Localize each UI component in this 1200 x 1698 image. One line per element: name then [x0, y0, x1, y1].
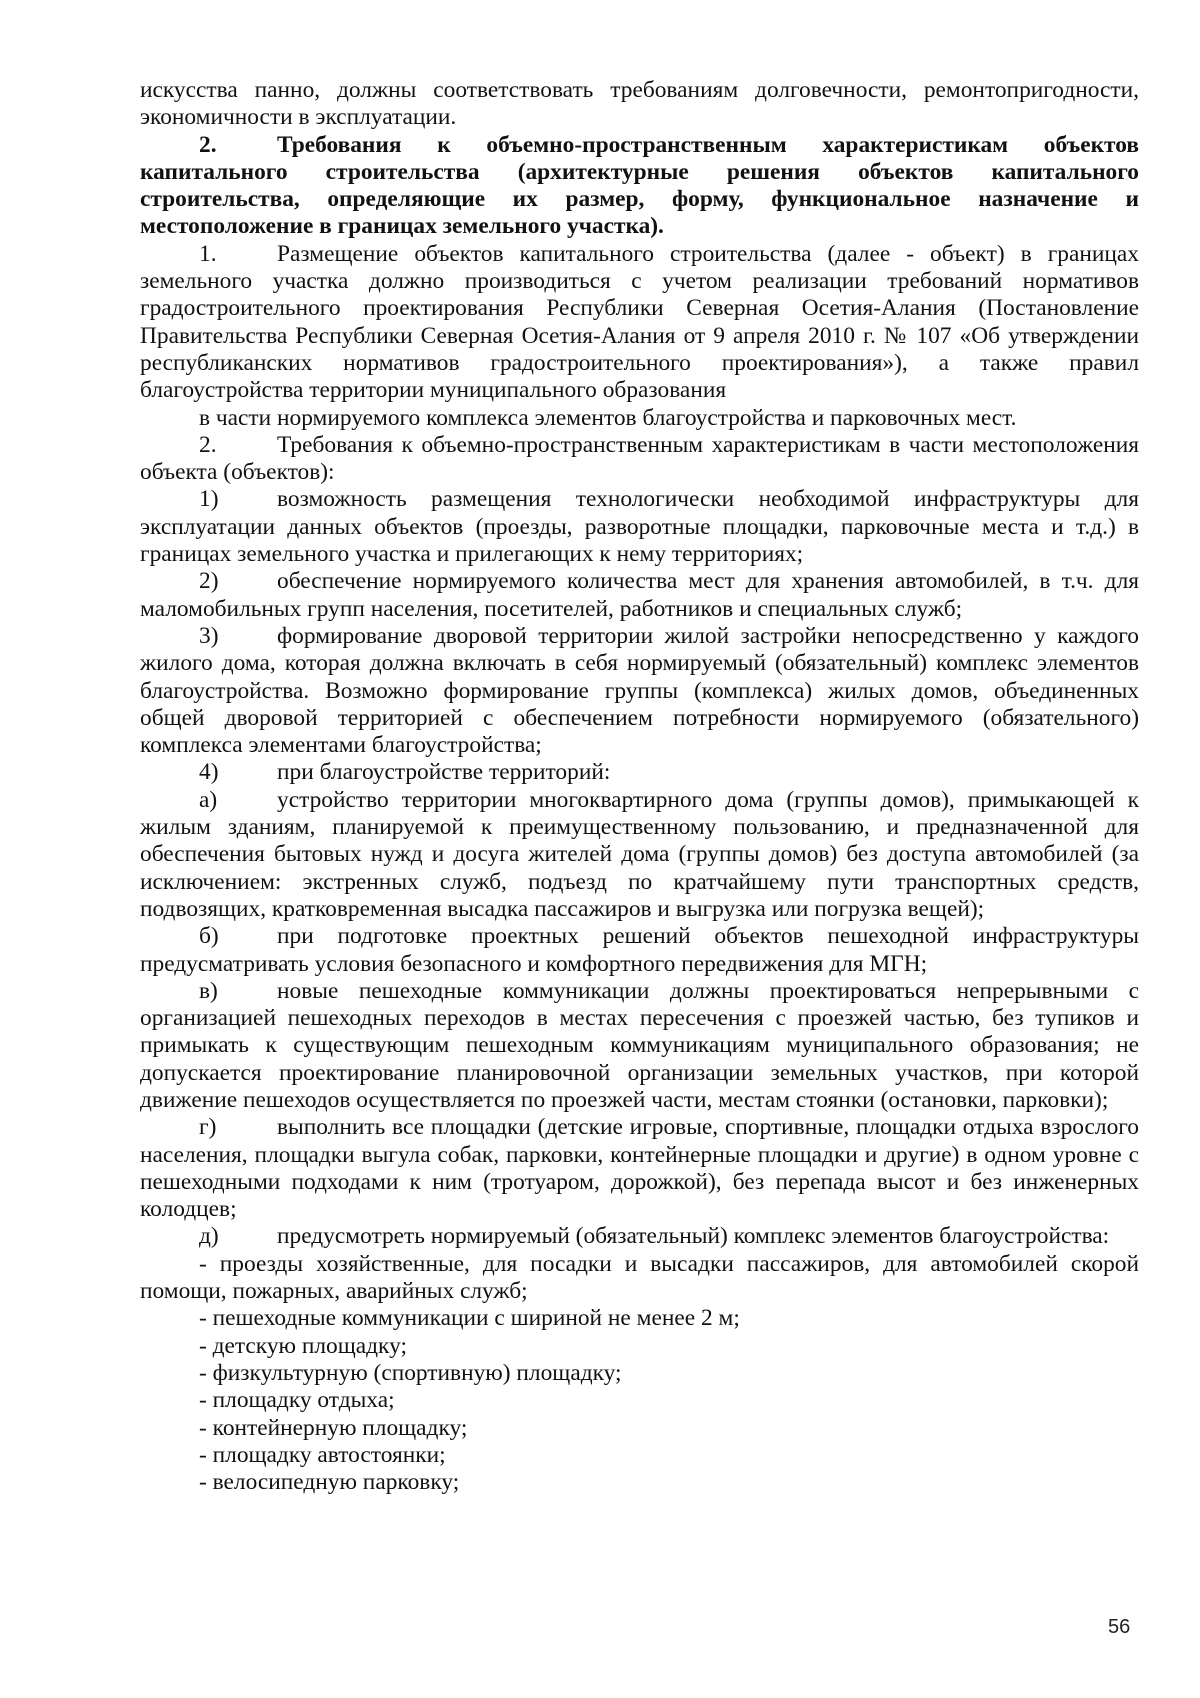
- list-item: [140, 486, 1139, 568]
- item-text: формирование дворовой территории жилой застройки непосредственно у каждого жилого дома, которая должна включать в себя нормируемый (обязательный) комплекс элементов благоустройства. Возможно формирование группы (комплекса) жилых домов, объединенных общей дворовой территорией с обеспечением потребности нормируемого (обязательного) комплекса элементами благоустройства;: [140, 622, 1139, 759]
- list-item: [140, 241, 1139, 405]
- item-number: 4): [199, 759, 219, 786]
- bullet-item: - площадку автостоянки;: [199, 1441, 446, 1468]
- item-text: Требования к объемно-пространственным характеристикам в части местоположения объекта (объектов):: [140, 431, 1139, 486]
- list-item: [140, 923, 1139, 978]
- item-text: новые пешеходные коммуникации должны проектироваться непрерывными с организацией пешеходных переходов в местах пересечения с проезжей частью, без тупиков и примыкать к существующим пешеходным коммуникациям муниципального образования; не допускается проектирование планировочной организации земельных участков, при которой движение пешеходов осуществляется по проезжей части, местам стоянки (остановки, парковки);: [140, 977, 1139, 1113]
- paragraph: в части нормируемого комплекса элементов благоустройства и парковочных мест.: [199, 404, 1017, 431]
- list-item: [140, 1114, 1139, 1223]
- item-number: 1.: [199, 240, 217, 267]
- item-number: 3): [199, 622, 219, 649]
- bullet-item: - детскую площадку;: [199, 1332, 407, 1359]
- bullet-item: - площадку отдыха;: [199, 1387, 395, 1414]
- bullet-item: - пешеходные коммуникации с шириной не менее 2 м;: [199, 1305, 740, 1332]
- item-number: в): [199, 977, 218, 1004]
- item-number: 2.: [199, 431, 217, 458]
- bullet-item: - велосипедную парковку;: [199, 1469, 460, 1496]
- item-number: 1): [199, 486, 219, 513]
- bullet-item: - проезды хозяйственные, для посадки и высадки пассажиров, для автомобилей скорой помощи, пожарных, аварийных служб;: [140, 1250, 1139, 1305]
- item-text: Размещение объектов капитального строительства (далее - объект) в границах земельного участка должно производиться с учетом реализации требований нормативов градостроительного проектирования Республики Северная Осетия-Алания (Постановление Правительства Республики Северная Осетия-Алания от 9 апреля 2010 г. № 107 «Об утверждении республиканских нормативов градостроительного проектирования»), а также правил благоустройства территории муниципального образования: [140, 240, 1139, 404]
- list-item: [140, 1223, 1139, 1250]
- list-item: [140, 787, 1139, 923]
- paragraph-continuation: искусства панно, должны соответствовать требованиям долговечности, ремонтопригодности, экономичности в эксплуатации.: [140, 77, 1139, 131]
- item-text: при подготовке проектных решений объектов пешеходной инфраструктуры предусматривать условия безопасного и комфортного передвижения для МГН;: [140, 923, 1139, 977]
- item-text: выполнить все площадки (детские игровые, спортивные, площадки отдыха взрослого населения, площадки выгула собак, парковки, контейнерные площадки и другие) в одном уровне с пешеходными подходами к ним (тротуаром, дорожкой), без перепада высот и без инженерных колодцев;: [140, 1114, 1139, 1223]
- item-text: при благоустройстве территорий:: [277, 759, 611, 786]
- item-number: г): [199, 1114, 217, 1141]
- section-number: 2.: [199, 131, 217, 158]
- list-item: [140, 432, 1139, 487]
- list-item: [140, 568, 1139, 623]
- bullet-item: - контейнерную площадку;: [199, 1414, 468, 1441]
- item-number: д): [199, 1223, 219, 1250]
- list-item: [140, 623, 1139, 759]
- page-number: 56: [1108, 1616, 1131, 1638]
- item-number: 2): [199, 568, 219, 595]
- item-text: предусмотреть нормируемый (обязательный) комплекс элементов благоустройства:: [277, 1223, 1110, 1250]
- item-number: а): [199, 786, 218, 813]
- list-item: [140, 759, 1139, 786]
- section-heading: [140, 132, 1139, 241]
- list-item: [140, 978, 1139, 1114]
- bullet-item: - физкультурную (спортивную) площадку;: [199, 1359, 622, 1386]
- section-heading-text: Требования к объемно-пространственным характеристикам объектов капитального строительства (архитектурные решения объектов капитального строительства, определяющие их размер, форму, функциональное назначение и местоположение в границах земельного участка).: [140, 131, 1139, 240]
- item-text: обеспечение нормируемого количества мест для хранения автомобилей, в т.ч. для маломобильных групп населения, посетителей, работников и специальных служб;: [140, 568, 1139, 622]
- item-text: устройство территории многоквартирного дома (группы домов), примыкающей к жилым зданиям, планируемой к преимущественному пользованию, и предназначенной для обеспечения бытовых нужд и досуга жителей дома (группы домов) без доступа автомобилей (за исключением: экстренных служб, подъезд по кратчайшему пути транспортных средств, подвозящих, кратковременная высадка пассажиров и выгрузка или погрузка вещей);: [140, 786, 1139, 922]
- item-text: возможность размещения технологически необходимой инфраструктуры для эксплуатации данных объектов (проезды, разворотные площадки, парковочные места и т.д.) в границах земельного участка и прилегающих к нему территориях;: [140, 486, 1139, 568]
- item-number: б): [199, 923, 219, 950]
